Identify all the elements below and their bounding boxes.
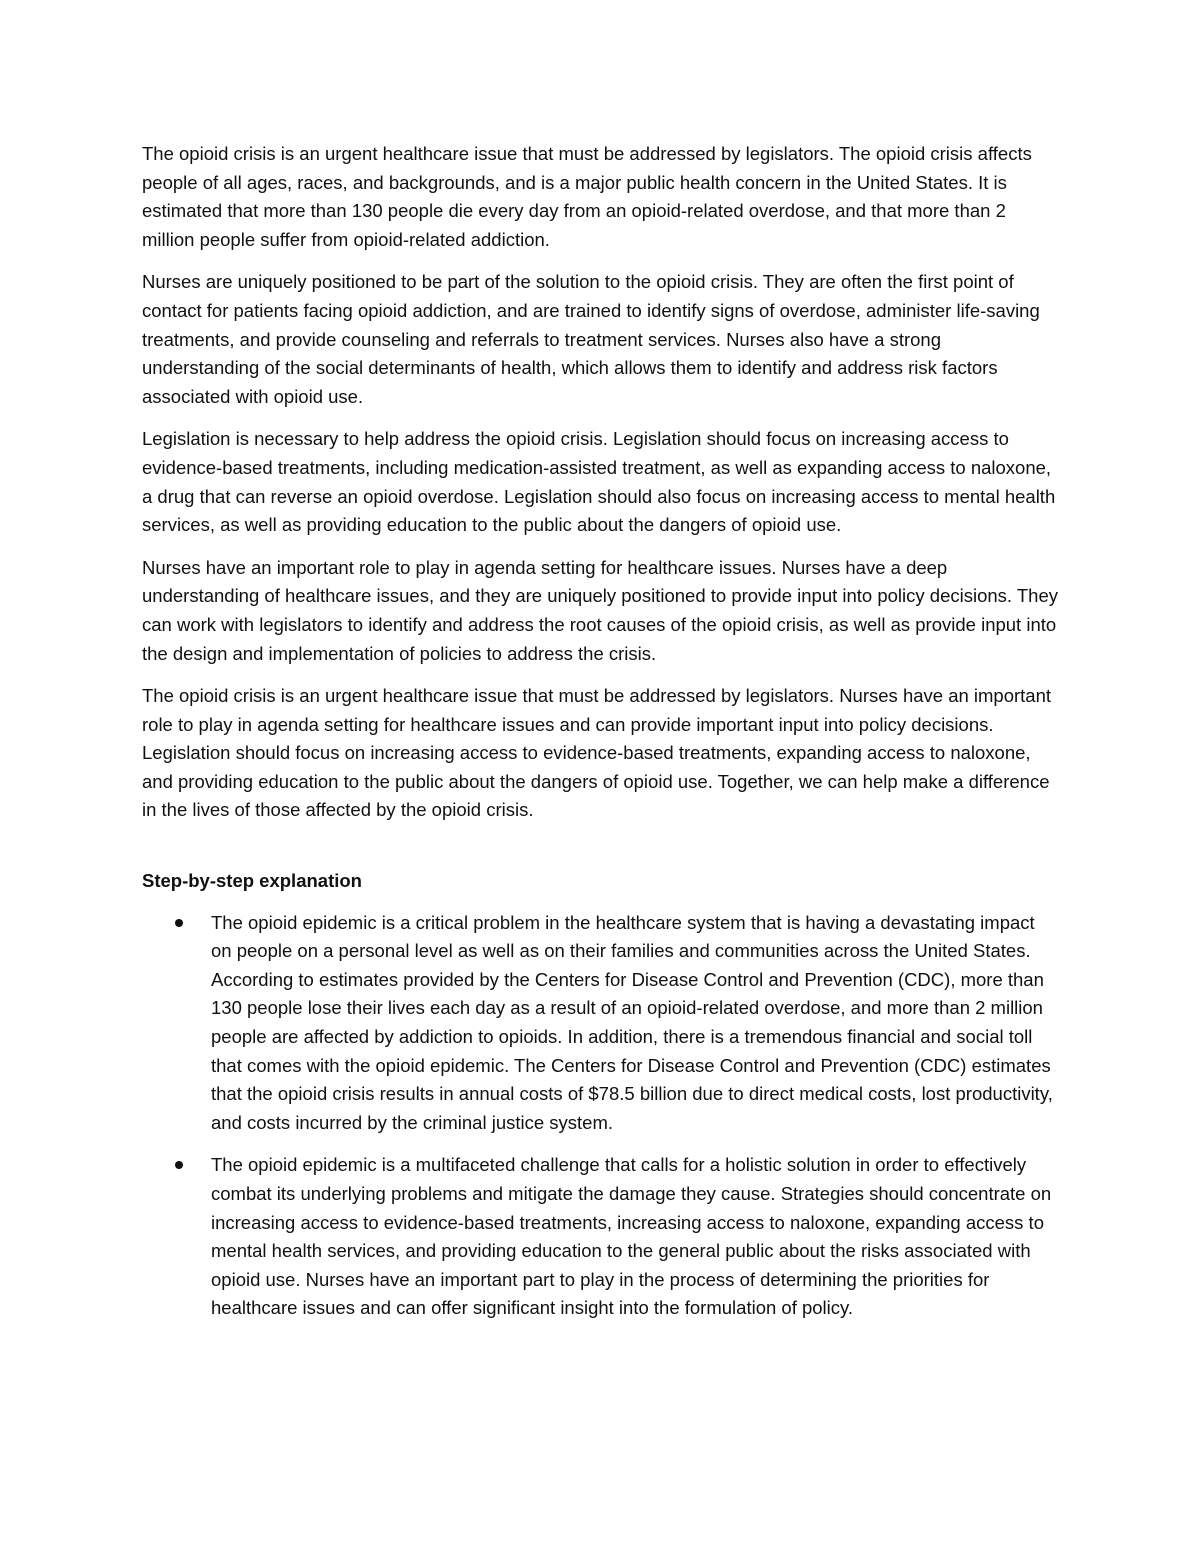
section-heading: Step-by-step explanation	[142, 870, 362, 892]
list-item-text: The opioid epidemic is a multifaceted challenge that calls for a holistic solution in order to effectively combat its underlying problems and mitigate the damage they cause. Strategies should concentrate on increasing access to evidence-based treatments, increasing access to naloxone, expanding access to mental health services, and providing education to the general public about the risks associated with opioid use. Nurses have an important part to play in the process of determining the priorities for healthcare issues and can offer significant insight into the formulation of policy.	[211, 1154, 1052, 1319]
paragraph-4: Nurses have an important role to play in agenda setting for healthcare issues. Nurses have a deep understanding of healthcare issues, and they are uniquely positioned to provide input into policy decisions. They can work with legislators to identify and address the root causes of the opioid crisis, as well as provide input into the design and implementation of policies to address the crisis.	[142, 556, 1058, 664]
paragraph-5: The opioid crisis is an urgent healthcare issue that must be addressed by legislators. Nurses have an important role to play in agenda setting for healthcare issues and can provide important input into policy decisions. Legislation should focus on increasing access to evidence-based treatments, expanding access to naloxone, and providing education to the public about the dangers of opioid use. Together, we can help make a difference in the lives of those affected by the opioid crisis.	[142, 685, 1052, 821]
document-body	[142, 140, 1058, 1337]
explanation-list	[142, 909, 1058, 1323]
list-item-text: The opioid epidemic is a critical problem in the healthcare system that is having a devastating impact on people on a personal level as well as on their families and communities across the United States. According to estimates provided by the Centers for Disease Control and Prevention (CDC), more than 130 people lose their lives each day as a result of an opioid-related overdose, and more than 2 million people are affected by addiction to opioids. In addition, there is a tremendous financial and social toll that comes with the opioid epidemic. The Centers for Disease Control and Prevention (CDC) estimates that the opioid crisis results in annual costs of $78.5 billion due to direct medical costs, lost productivity, and costs incurred by the criminal justice system.	[211, 911, 1053, 1133]
paragraph-1: The opioid crisis is an urgent healthcare issue that must be addressed by legislators. The opioid crisis affects people of all ages, races, and backgrounds, and is a major public health concern in the United States. It is estimated that more than 130 people die every day from an opioid-related overdose, and that more than 2 million people suffer from opioid-related addiction.	[142, 143, 1032, 250]
bullet-icon	[175, 919, 183, 927]
bullet-icon	[175, 1161, 183, 1169]
paragraph-2: Nurses are uniquely positioned to be part of the solution to the opioid crisis. They are often the first point of contact for patients facing opioid addiction, and are trained to identify signs of overdose, administer life-saving treatments, and provide counseling and referrals to treatment services. Nurses also have a strong understanding of the social determinants of health, which allows them to identify and address risk factors associated with opioid use.	[142, 271, 1040, 407]
list-item	[142, 909, 1058, 1138]
list-item	[142, 1151, 1058, 1323]
paragraph-3: Legislation is necessary to help address the opioid crisis. Legislation should focus on increasing access to evidence-based treatments, including medication-assisted treatment, as well as expanding access to naloxone, a drug that can reverse an opioid overdose. Legislation should also focus on increasing access to mental health services, as well as providing education to the public about the dangers of opioid use.	[142, 428, 1056, 536]
